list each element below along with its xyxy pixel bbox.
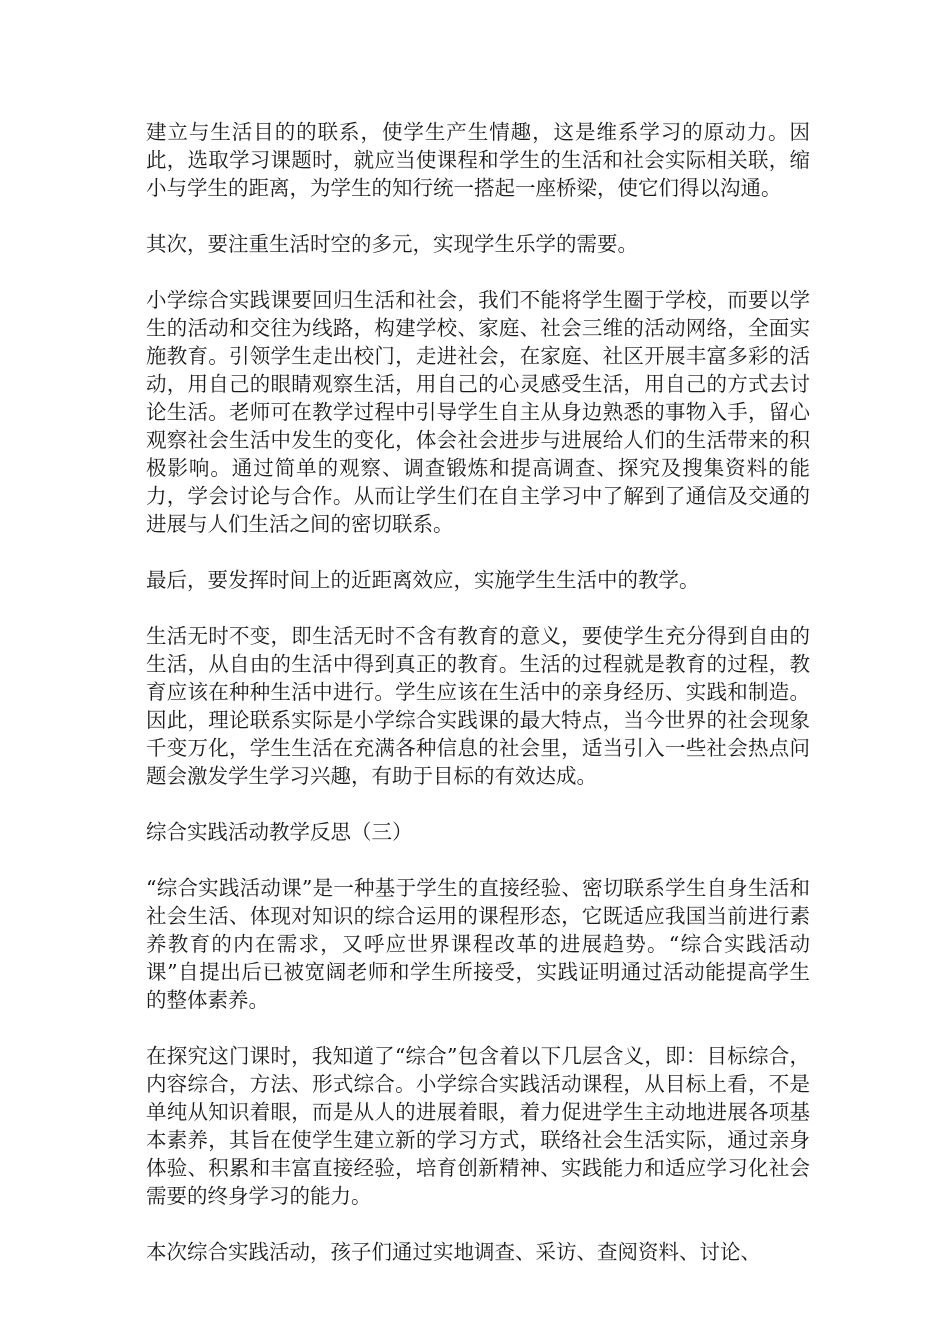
- paragraph-7: 在探究这门课时，我知道了“综合”包含着以下几层含义，即：目标综合，内容综合，方法、形式综合。小学综合实践活动课程，从目标上看，不是单纯从知识着眼，而是从人的进展着眼，着力促进学生主动地进展各项基本素养，其旨在使学生建立新的学习方式，联络社会生活实际，通过亲身体验、积累和丰富直接经验，培育创新精神、实践能力和适应学习化社会需要的终身学习的能力。: [146, 1044, 810, 1208]
- paragraph-3: 小学综合实践课要回归生活和社会，我们不能将学生圈于学校，而要以学生的活动和交往为线路，构建学校、家庭、社会三维的活动网络，全面实施教育。引领学生走出校门，走进社会，在家庭、社区开展丰富多彩的活动，用自己的眼睛观察生活，用自己的心灵感受生活，用自己的方式去讨论生活。老师可在教学过程中引导学生自主从身边熟悉的事物入手，留心观察社会生活中发生的变化，体会社会进步与进展给人们的生活带来的积极影响。通过简单的观察、调查锻炼和提高调查、探究及搜集资料的能力，学会讨论与合作。从而让学生们在自主学习中了解到了通信及交通的进展与人们生活之间的密切联系。: [146, 288, 810, 536]
- paragraph-1: 建立与生活目的的联系，使学生产生情趣，这是维系学习的原动力。因此，选取学习课题时，就应当使课程和学生的生活和社会实际相关联，缩小与学生的距离，为学生的知行统一搭起一座桥梁，使它们得以沟通。: [146, 120, 810, 200]
- section-heading: 综合实践活动教学反思（三）: [146, 820, 413, 844]
- paragraph-5: 生活无时不变，即生活无时不含有教育的意义，要使学生充分得到自由的生活，从自由的生活中得到真正的教育。生活的过程就是教育的过程，教育应该在种种生活中进行。学生应该在生活中的亲身经历、实践和制造。因此，理论联系实际是小学综合实践课的最大特点，当今世界的社会现象千变万化，学生生活在充满各种信息的社会里，适当引入一些社会热点问题会激发学生学习兴趣，有助于目标的有效达成。: [146, 624, 810, 788]
- paragraph-8: 本次综合实践活动，孩子们通过实地调查、采访、查阅资料、讨论、: [146, 1240, 761, 1264]
- paragraph-6: “综合实践活动课”是一种基于学生的直接经验、密切联系学生自身生活和社会生活、体现对知识的综合运用的课程形态，它既适应我国当前进行素养教育的内在需求，又呼应世界课程改革的进展趋势。“综合实践活动课”自提出后已被宽阔老师和学生所接受，实践证明通过活动能提高学生的整体素养。: [146, 876, 810, 1012]
- paragraph-4: 最后，要发挥时间上的近距离效应，实施学生生活中的教学。: [146, 568, 700, 592]
- paragraph-2: 其次，要注重生活时空的多元，实现学生乐学的需要。: [146, 232, 638, 256]
- document-page: [146, 118, 810, 1294]
